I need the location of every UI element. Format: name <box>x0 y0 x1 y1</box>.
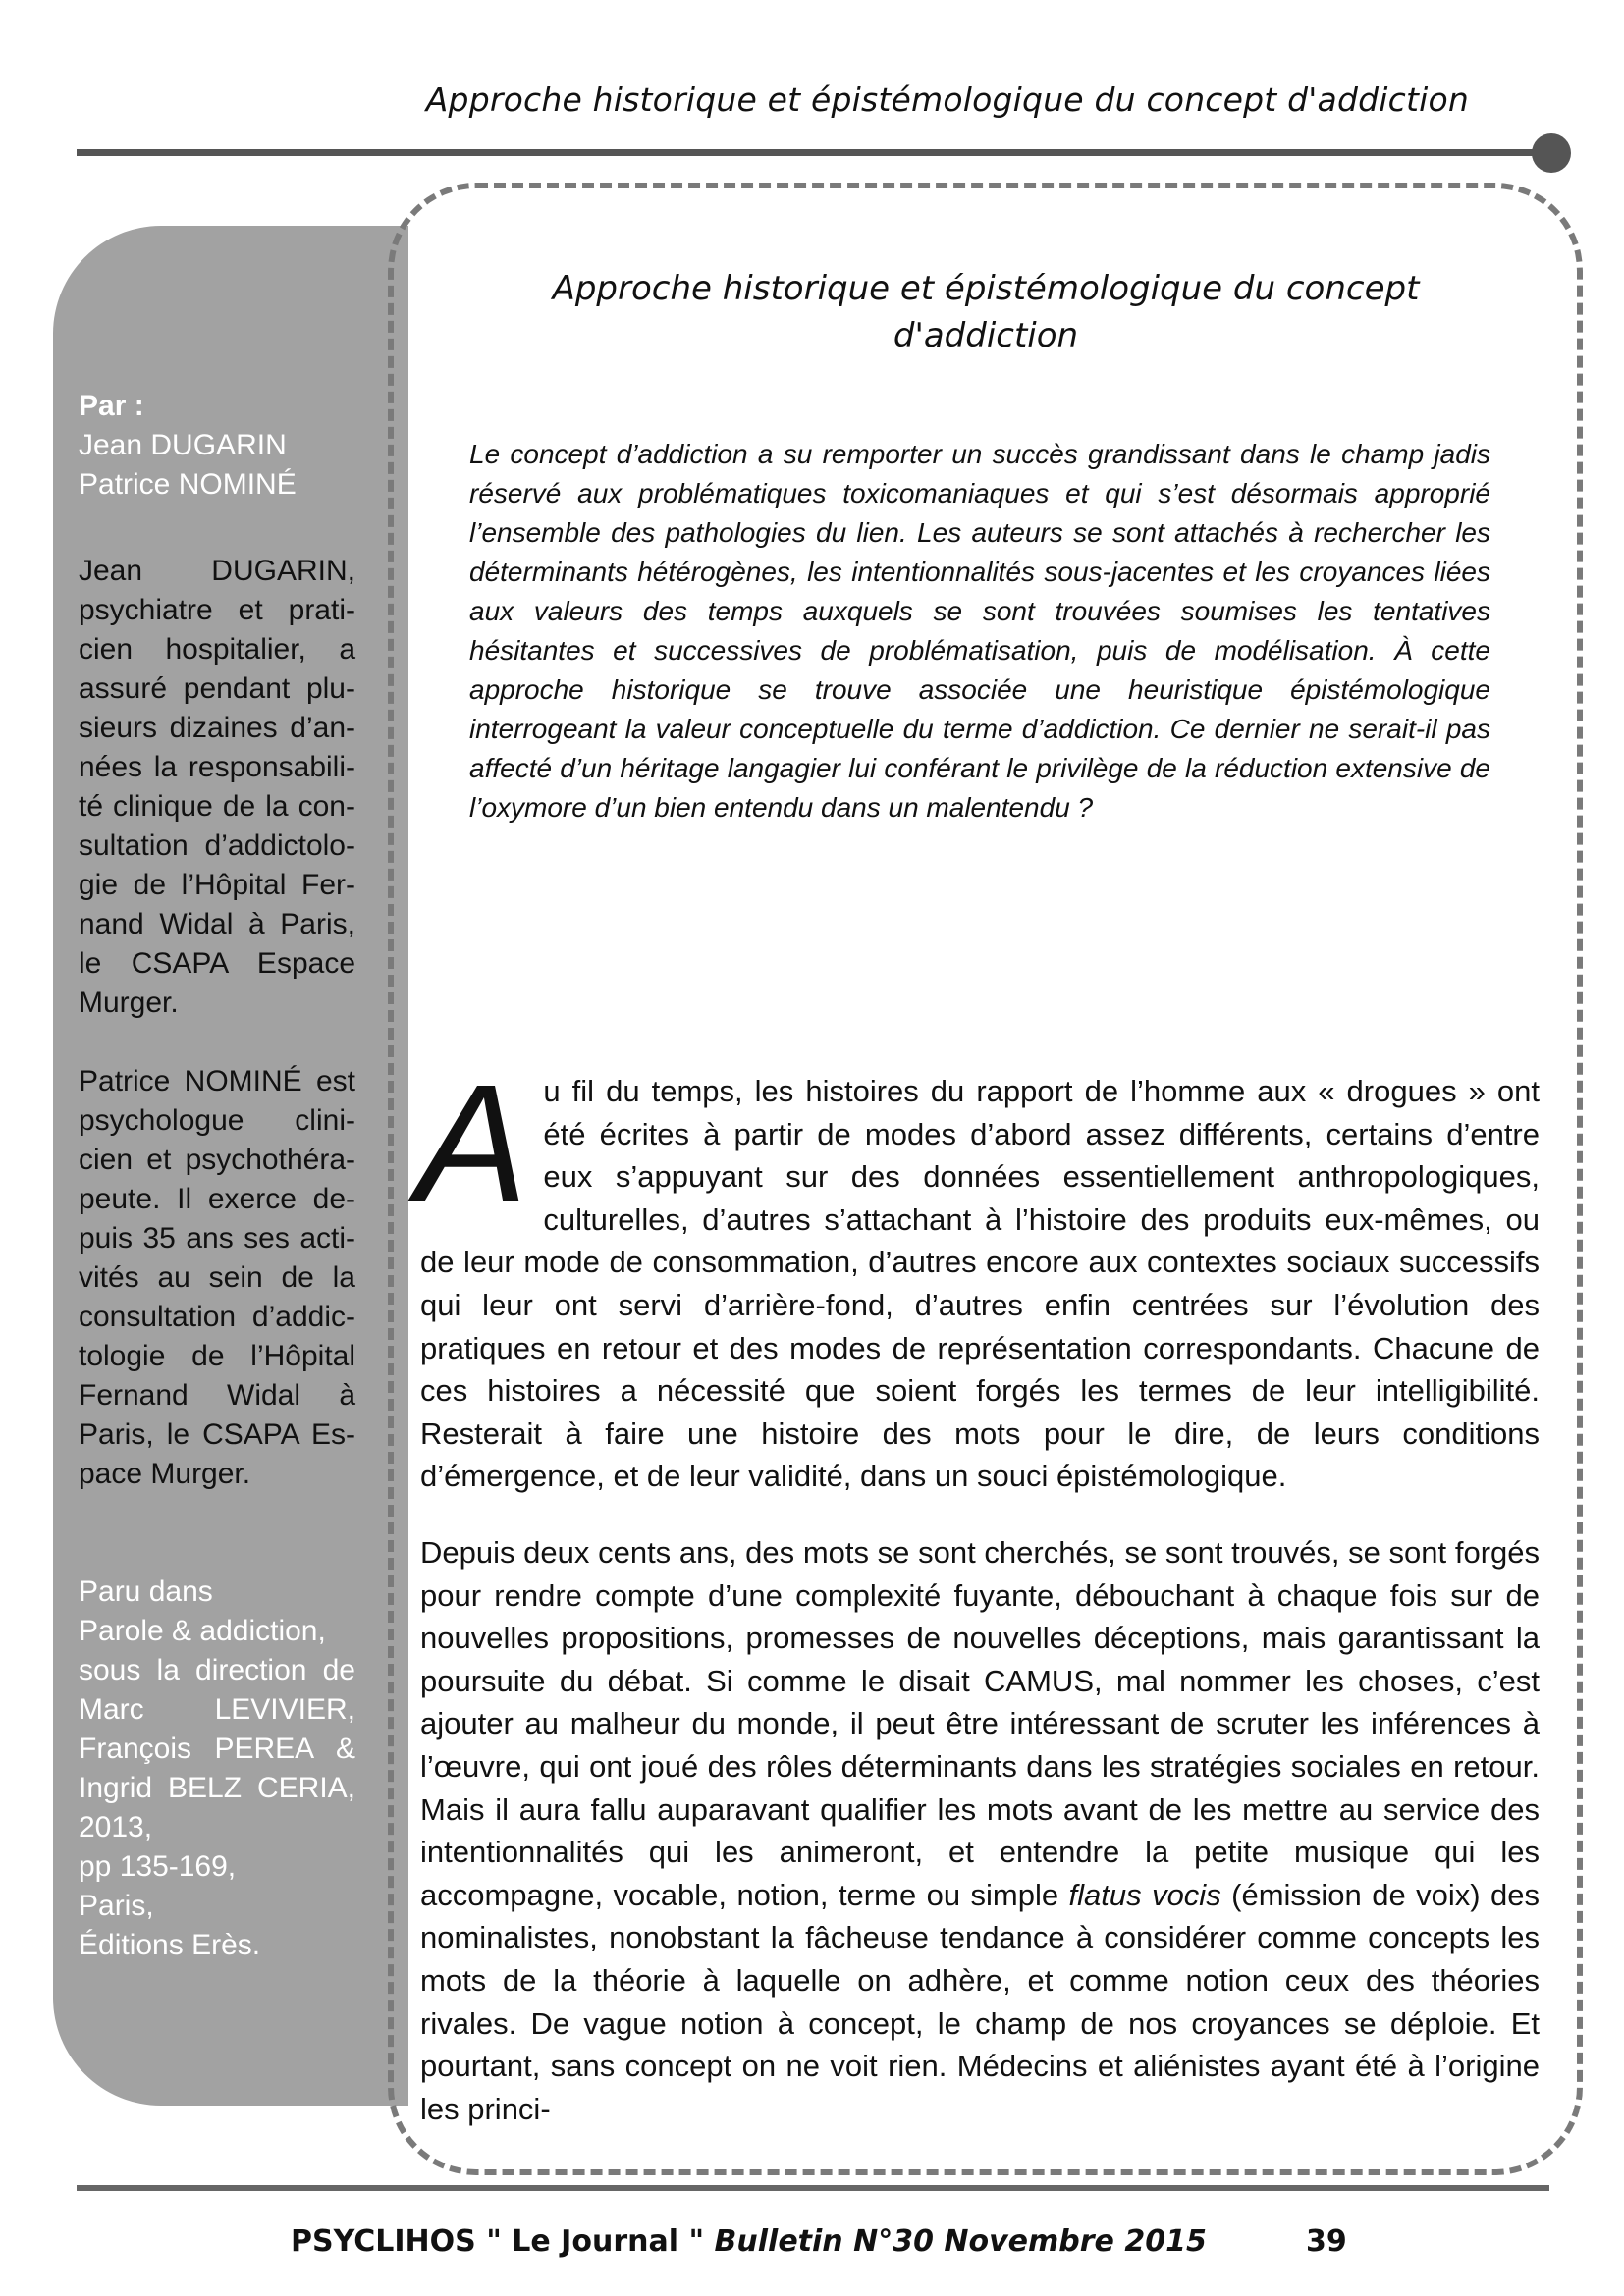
paragraph-text: u fil du temps, les histoires du rapport de l’homme aux « drogues » ont été écrites à partir de modes d’abord assez différents, certains d’entre eux s’appuyant sur des données essentiellement anthropologiques, culturelles, d’autres s’attachant à l’histoire des produits eux-mêmes, ou de leur mode de consommation, d’autres encore aux contextes sociaux successifs qui leur ont servi d’arrière-fond, d’autres enfin centrées sur l’évolution des pratiques en retour et des modes de représentation correspondants. Chacune de ces histoires a nécessité que soient forgés les termes de leur intelligibilité. Resterait à faire une histoire des mots pour le dire, de leurs conditions d’émergence, et de leur validité, dans un souci épistémologique. <box>420 1074 1540 1494</box>
publication-direction: sous la direction de Marc LEVIVIER, François PEREA & Ingrid BELZ CERIA, <box>79 1654 355 1804</box>
byline-label: Par : <box>79 390 144 422</box>
publication-year: 2013, <box>79 1811 153 1843</box>
journal-name: PSYCLIHOS " Le Journal " <box>291 2224 705 2259</box>
publication-pages: pp 135-169, <box>79 1850 237 1883</box>
body-paragraph <box>420 1531 1540 2130</box>
paragraph-text: (émission de voix) des nominalistes, nonobstant la fâcheuse tendance à considérer comme concepts les mots de la théorie à laquelle on adhère, et comme notion ceux des théories rivales. De vague notion à concept, le champ de nos croyances se déploie. Et pourtant, sans concept on ne voit rien. Médecins et aliénistes ayant été à l’origine les princi- <box>420 1877 1540 2126</box>
article-title: Approche historique et épistémologique du concept d'addiction <box>552 269 1420 355</box>
header-rule <box>77 149 1549 156</box>
publication-book: Parole & addiction, <box>79 1615 326 1647</box>
issue-info: Bulletin N°30 Novembre 2015 <box>714 2224 1207 2259</box>
article-abstract: Le concept d’addiction a su remporter un succès grandissant dans le champ jadis réservé aux problématiques toxicomaniaques et qui s’est désormais approprié l’ensemble des pathologies du lien. Les auteurs se sont attachés à rechercher les déterminants hétérogènes, les intentionnalités sous-jacentes et les croyances liées aux valeurs des temps auxquels se sont trouvées soumises les tentatives hésitantes et successives de problématisation, puis de modélisation. À cette approche historique se trouve associée une heuristique épistémologique interrogeant la valeur conceptuelle du terme d’addiction. Ce dernier ne serait-il pas affecté d’un héritage langagier lui conférant le privilège de la réduction extensive de l’oxymore d’un bien entendu dans un malentendu ? <box>469 439 1490 823</box>
publication-publisher: Éditions Erès. <box>79 1929 261 1961</box>
author-name: Patrice NOMINÉ <box>79 468 297 501</box>
publication-city: Paris, <box>79 1890 154 1922</box>
latin-term: flatus vocis <box>1068 1877 1221 1912</box>
publication-intro: Paru dans <box>79 1575 213 1608</box>
header-dot <box>1532 133 1571 173</box>
byline <box>79 387 355 505</box>
drop-cap: A <box>416 1050 528 1237</box>
publication-info <box>79 1573 355 1965</box>
paragraph-text: Depuis deux cents ans, des mots se sont cherchés, se sont trouvés, se sont forgés pour rendre compte d’une complexité fuyante, débouchant à chaque fois sur de nouvelles propositions, promesses de nouvelles déceptions, mais garantissant la poursuite du débat. Si comme le disait CAMUS, mal nommer les choses, c’est ajouter au malheur du monde, il peut être intéressant de scruter les inférences à l’œuvre, qui ont joué des rôles déterminants dans les stratégies sociales en retour. Mais il aura fallu auparavant qualifier les mots avant de les mettre au service des intentionnalités qui les animeront, et entendre la petite musique qui les accompagne, vocable, notion, terme ou simple <box>420 1535 1540 1912</box>
author-name: Jean DUGARIN <box>79 429 287 461</box>
footer <box>291 2224 1207 2259</box>
author-bio-dugarin: Jean DUGARIN, psychiatre et praticien hospitalier, a assuré pendant plusieurs dizaines d’années la responsabilité clinique de la consultation d’addictologie de l’Hôpital Fernand Widal à Paris, le CSAPA Espace Murger. <box>79 555 355 1019</box>
page-number: 39 <box>1306 2224 1347 2259</box>
footer-rule <box>77 2185 1549 2191</box>
body-paragraph <box>416 1050 1540 1498</box>
running-header: Approche historique et épistémologique du concept d'addiction <box>425 80 1469 119</box>
author-bio-nomine: Patrice NOMINÉ est psychologue clinicien et psychothérapeute. Il exerce depuis 35 ans ses activités au sein de la consultation d’addictologie de l’Hôpital Fernand Widal à Paris, le CSAPA Espace Murger. <box>79 1065 355 1490</box>
